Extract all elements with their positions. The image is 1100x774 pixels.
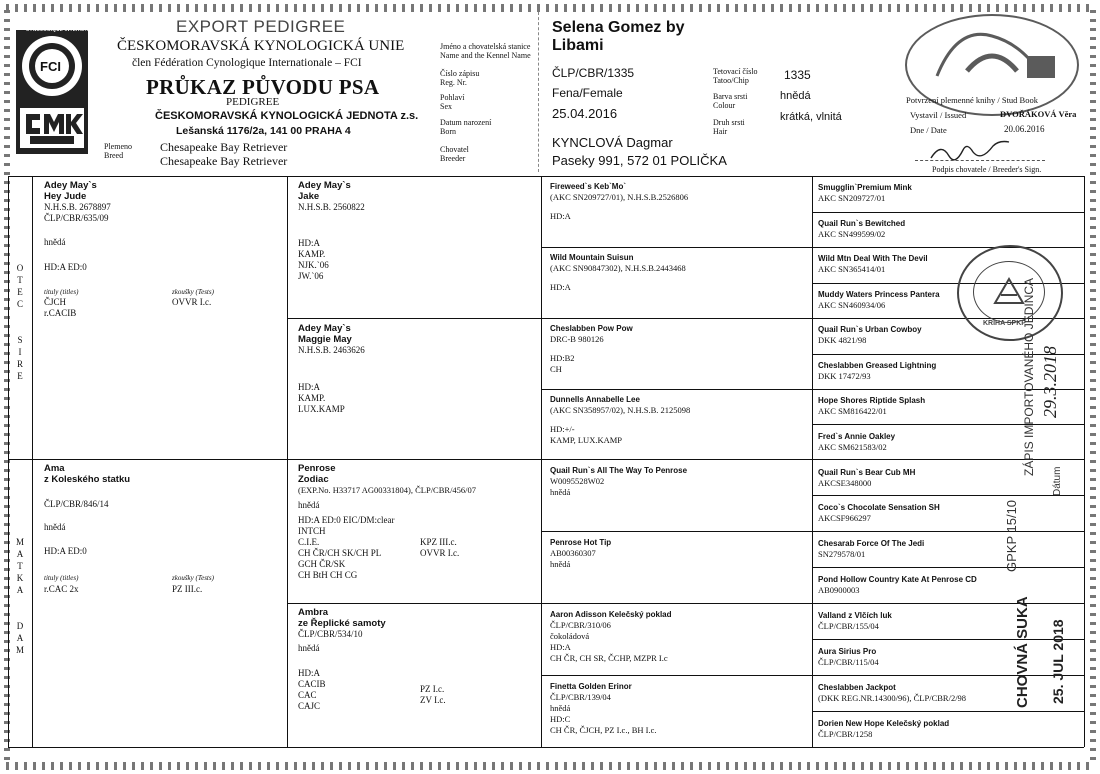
label-sex-en: Sex bbox=[440, 102, 452, 111]
gen2-ancestor-2-info: HD:A KAMP. LUX.KAMP bbox=[298, 382, 345, 414]
dam-label-en: D A M bbox=[15, 621, 24, 655]
gen3-row-line-7 bbox=[541, 675, 812, 676]
sire-tests: OVVR I.c. bbox=[172, 297, 212, 307]
gen3-ancestor-5: Quail Run`s All The Way To Penrose W0095528W02 hnědá bbox=[550, 466, 688, 497]
label-breeder-en: Breeder bbox=[440, 154, 466, 163]
import-registration-stamp: ZÁPIS IMPORTOVANÉHO JEDINCA bbox=[1022, 277, 1036, 476]
label-colour: Barva srsti bbox=[713, 92, 748, 101]
gen3-row-line-1 bbox=[541, 247, 812, 248]
gpkp-stamp: GPKP 15/10 bbox=[1004, 499, 1019, 572]
gen3-row-line-5 bbox=[541, 531, 812, 532]
import-date-label: Dátum bbox=[1052, 466, 1063, 496]
gen3-ancestor-8: Finetta Golden Erinor ČLP/CBR/139/04 hnědá HD:C CH ČR, ČJCH, PZ I.c., BH I.c. bbox=[550, 682, 657, 735]
gen3-row-line-6 bbox=[541, 603, 812, 604]
sire-titles-label: tituly (titles) bbox=[44, 288, 79, 296]
label-name-en: Name and the Kennel Name bbox=[440, 51, 531, 60]
table-mid-border bbox=[8, 459, 1084, 460]
issued-by: DVOŘÁKOVÁ Věra bbox=[1000, 109, 1077, 119]
dam-colour: hnědá bbox=[44, 522, 66, 532]
label-sex: Pohlaví bbox=[440, 93, 465, 102]
gen4-ancestor-8: Fred`s Annie Oakley AKC SM621583/02 bbox=[818, 432, 896, 452]
table-top-border bbox=[8, 176, 1084, 177]
gen4-ancestor-6: Cheslabben Greased Lightning DKK 17472/93 bbox=[818, 361, 937, 381]
organization-name: ČESKOMORAVSKÁ KYNOLOGICKÁ JEDNOTA z.s. bbox=[155, 110, 419, 122]
gen3-divider bbox=[812, 176, 813, 747]
gen2-ancestor-4: Ambra ze Řeplické samoty ČLP/CBR/534/10 bbox=[298, 607, 386, 639]
gen2-row-line-2 bbox=[287, 603, 541, 604]
breed-en: Chesapeake Bay Retriever bbox=[160, 154, 288, 168]
gen3-ancestor-6: Penrose Hot Tip AB00360307 hnědá bbox=[550, 538, 612, 569]
label-tattoo-en: Tatoo/Chip bbox=[713, 76, 749, 85]
gen4-ancestor-2: Quail Run`s Bewitched AKC SN499599/02 bbox=[818, 219, 906, 239]
label-reg: Číslo zápisu bbox=[440, 69, 480, 78]
gen3-ancestor-1: Fireweed`s Keb`Mo` (AKC SN209727/01), N.H.S.B.2526806 HD:A bbox=[550, 182, 689, 221]
label-breeder: Chovatel bbox=[440, 145, 469, 154]
gen4-ancestor-7: Hope Shores Riptide Splash AKC SM816422/01 bbox=[818, 396, 926, 416]
label-reg-en: Reg. Nr. bbox=[440, 78, 467, 87]
dog-sex: Fena/Female bbox=[552, 86, 623, 100]
sire-label-cz: O T E C bbox=[16, 263, 24, 309]
dog-colour: hnědá bbox=[780, 90, 811, 102]
sire-colour: hnědá bbox=[44, 237, 66, 247]
logo-fci-text: FCI bbox=[40, 59, 61, 74]
import-date: 29.3.2018 bbox=[1040, 346, 1060, 418]
fci-membership: člen Fédération Cynologique Internationale – FCI bbox=[132, 57, 362, 69]
gen2-ancestor-3: Penrose Zodiac (EXP.No. H33717 AG00331804), ČLP/CBR/456/07 bbox=[298, 463, 477, 495]
sire-cell: Adey May`s Hey Jude N.H.S.B. 2678897 ČLP/CBR/635/09 bbox=[44, 180, 111, 223]
export-pedigree-title: EXPORT PEDIGREE bbox=[176, 17, 346, 36]
date-label: Dne / Date bbox=[910, 125, 947, 135]
dog-name-line2: Libami bbox=[552, 37, 604, 54]
gen4-ancestor-4: Muddy Waters Princess Pantera AKC SN460934/06 bbox=[818, 290, 940, 310]
sire-label-en: S I R E bbox=[16, 335, 23, 381]
gen1-divider bbox=[287, 176, 288, 747]
sire-hd: HD:A ED:0 bbox=[44, 262, 87, 272]
gen4-row-line-7 bbox=[812, 424, 1084, 425]
gen4-ancestor-14: Aura Sirius Pro ČLP/CBR/115/04 bbox=[818, 647, 879, 667]
gen2-ancestor-3-tests: KPZ III.c. OVVR I.c. bbox=[420, 537, 460, 558]
gen2-divider bbox=[541, 176, 542, 747]
document-subtitle: PEDIGREE bbox=[226, 96, 280, 108]
signature-line bbox=[915, 160, 1045, 161]
fci-cmku-logo bbox=[16, 30, 88, 154]
label-hair-en: Hair bbox=[713, 127, 728, 136]
side-column-divider bbox=[32, 176, 33, 747]
gen4-row-line-10 bbox=[812, 531, 1084, 532]
gen3-ancestor-4: Dunnells Annabelle Lee (AKC SN358957/02), N.H.S.B. 2125098 HD:+/- KAMP, LUX.KAMP bbox=[550, 395, 691, 445]
label-born-en: Born bbox=[440, 127, 456, 136]
document-title: PRŮKAZ PŮVODU PSA bbox=[146, 75, 380, 99]
breeding-female-stamp: CHOVNÁ SUKA bbox=[1014, 596, 1031, 708]
breed-cz: Chesapeake Bay Retriever bbox=[160, 140, 288, 154]
decorative-border-bottom bbox=[6, 762, 1094, 770]
gen4-ancestor-13: Valland z Vlčích luk ČLP/CBR/155/04 bbox=[818, 611, 892, 631]
gen4-row-line-9 bbox=[812, 495, 1084, 496]
gen4-row-line-2 bbox=[812, 247, 1084, 248]
organization-address: Lešanská 1176/2a, 141 00 PRAHA 4 bbox=[176, 125, 351, 137]
gen4-ancestor-10: Coco`s Chocolate Sensation SH AKCSF966297 bbox=[818, 503, 940, 523]
dam-titles: r.CAC 2x bbox=[44, 584, 79, 594]
gen3-row-line-2 bbox=[541, 318, 812, 319]
header-divider bbox=[538, 12, 539, 172]
table-bottom-border bbox=[8, 747, 1084, 748]
issued-label: Vystavil / Issued bbox=[910, 110, 967, 120]
dog-birth-date: 25.04.2016 bbox=[552, 106, 618, 121]
gen2-ancestor-1-info: HD:A KAMP. NJK.`06 JW.`06 bbox=[298, 238, 329, 281]
table-right-border bbox=[1084, 176, 1085, 747]
label-hair: Druh srsti bbox=[713, 118, 745, 127]
gen4-row-line-15 bbox=[812, 711, 1084, 712]
decorative-border-top bbox=[6, 4, 1094, 12]
dam-titles-label: tituly (titles) bbox=[44, 574, 79, 582]
breeding-female-date: 25. JUL 2018 bbox=[1050, 619, 1066, 704]
gen2-ancestor-1: Adey May`s Jake N.H.S.B. 2560822 bbox=[298, 180, 365, 212]
stud-book-confirm-label: Potvrzení plemenné knihy / Stud Book bbox=[906, 95, 1038, 105]
label-name: Jméno a chovatelská stanice bbox=[440, 42, 531, 51]
gen3-ancestor-7: Aaron Adisson Kelečský poklad ČLP/CBR/310/06 čokoládová HD:A CH ČR, CH SR, ČCHP, MZPR I.c bbox=[550, 610, 672, 663]
issue-date: 20.06.2016 bbox=[1004, 124, 1045, 134]
dam-cell: Ama z Koleského statku bbox=[44, 463, 131, 485]
gen4-ancestor-9: Quail Run`s Bear Cub MH AKCSE348000 bbox=[818, 468, 916, 488]
gen2-ancestor-3-info: hnědá HD:A ED:0 EIC/DM:clear INTCH C.I.E. CH ČR/CH SK/CH PL GCH ČR/SK CH BtH CH CG bbox=[298, 500, 395, 580]
gen4-row-line-1 bbox=[812, 212, 1084, 213]
gen4-row-line-11 bbox=[812, 567, 1084, 568]
gen4-ancestor-1: Smugglin`Premium Mink AKC SN209727/01 bbox=[818, 183, 912, 203]
label-born: Datum narození bbox=[440, 118, 492, 127]
dog-hair: krátká, vlnitá bbox=[780, 111, 842, 123]
gen3-ancestor-3: Cheslabben Pow Pow DRC-B 980126 HD:B2 CH bbox=[550, 324, 633, 374]
sire-tests-label: zkoušky (Tests) bbox=[172, 288, 214, 296]
gen4-row-line-14 bbox=[812, 675, 1084, 676]
dog-breeder-address: Paseky 991, 572 01 POLIČKA bbox=[552, 153, 727, 168]
gen2-ancestor-4-tests: PZ I.c. ZV I.c. bbox=[420, 684, 446, 705]
label-tattoo: Tetovací číslo bbox=[713, 67, 758, 76]
sire-titles: ČJCH r.CACIB bbox=[44, 297, 77, 318]
gen4-row-line-13 bbox=[812, 639, 1084, 640]
breed-club-round-stamp bbox=[957, 245, 1063, 341]
gen4-ancestor-11: Chesarab Force Of The Jedi SN279578/01 bbox=[818, 539, 925, 559]
gen3-ancestor-2: Wild Mountain Suisun (AKC SN90847302), N.H.S.B.2443468 HD:A bbox=[550, 253, 686, 292]
dam-tests-label: zkoušky (Tests) bbox=[172, 574, 214, 582]
decorative-border-right bbox=[1090, 10, 1096, 764]
table-left-border bbox=[8, 176, 9, 747]
dog-breeder-name: KYNCLOVÁ Dagmar bbox=[552, 135, 673, 150]
union-name: ČESKOMORAVSKÁ KYNOLOGICKÁ UNIE bbox=[117, 38, 405, 54]
breeder-signature-icon bbox=[925, 138, 1015, 166]
gen4-ancestor-3: Wild Mtn Deal With The Devil AKC SN365414/01 bbox=[818, 254, 928, 274]
decorative-border-left bbox=[4, 10, 10, 764]
dam-label-cz: M A T K A bbox=[15, 537, 24, 595]
dam-reg: ČLP/CBR/846/14 bbox=[44, 499, 109, 509]
breed-label: Plemeno bbox=[104, 142, 132, 151]
gen4-ancestor-16: Dorien New Hope Kelečský poklad ČLP/CBR/1258 bbox=[818, 719, 950, 739]
round-stamp-text: KRIHA SPKP bbox=[983, 320, 1026, 327]
gen2-ancestor-2: Adey May`s Maggie May N.H.S.B. 2463626 bbox=[298, 323, 365, 355]
gen4-ancestor-15: Cheslabben Jackpot (DKK REG.NR.14300/96), ČLP/CBR/2/98 bbox=[818, 683, 967, 703]
gen3-row-line-3 bbox=[541, 389, 812, 390]
label-colour-en: Colour bbox=[713, 101, 736, 110]
gen4-ancestor-12: Pond Hollow Country Kate At Penrose CD AB0900003 bbox=[818, 575, 977, 595]
gen4-row-line-12 bbox=[812, 603, 1084, 604]
dog-reg-number: ČLP/CBR/1335 bbox=[552, 66, 635, 80]
dam-tests: PZ III.c. bbox=[172, 584, 203, 594]
breed-label-en: Breed bbox=[104, 151, 124, 160]
logo-top-text: CYNOLOGIQUE INTERNATIONALE bbox=[26, 27, 109, 32]
gen2-ancestor-4-info: hnědá HD:A CACIB CAC CAJC bbox=[298, 643, 326, 711]
signature-label: Podpis chovatele / Breeder's Sign. bbox=[932, 165, 1042, 174]
dam-hd: HD:A ED:0 bbox=[44, 546, 87, 556]
dog-name-line1: Selena Gomez by bbox=[552, 19, 685, 36]
gen4-ancestor-5: Quail Run`s Urban Cowboy DKK 4821/98 bbox=[818, 325, 922, 345]
dog-tattoo: 1335 bbox=[784, 68, 811, 82]
gen2-row-line-1 bbox=[287, 318, 541, 319]
